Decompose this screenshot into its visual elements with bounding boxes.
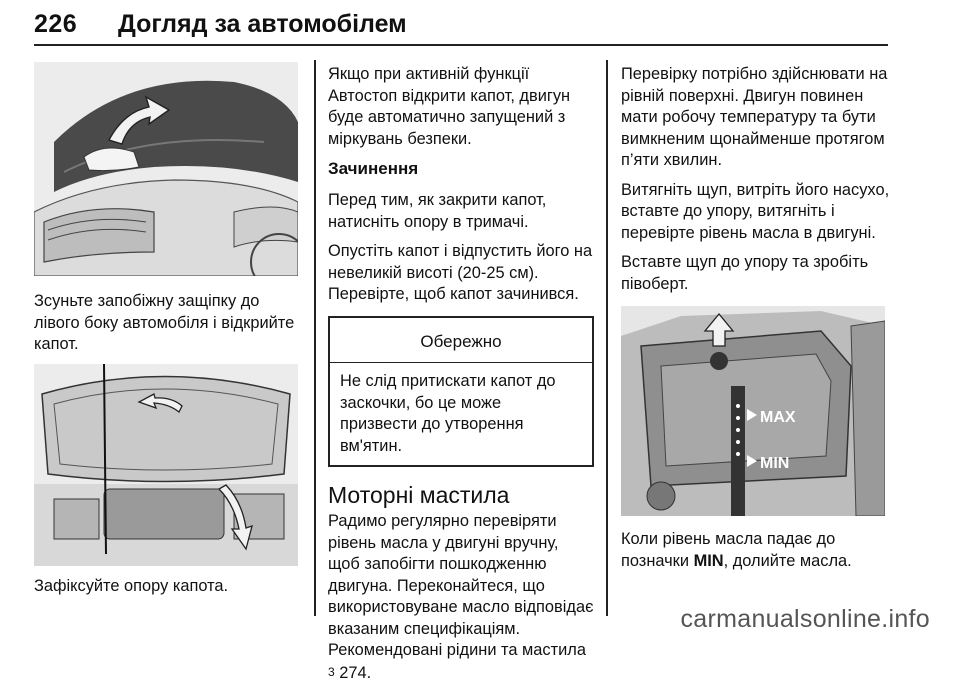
- header-rule: [34, 44, 888, 46]
- column-divider-2: [606, 60, 608, 616]
- dipstick-min-label: MIN: [760, 455, 790, 472]
- reference-arrow-icon: 3: [328, 664, 335, 679]
- min-text-before: Коли рівень масла падає до позначки: [621, 530, 836, 570]
- caution-box: [328, 316, 594, 468]
- caption-open-hood: Зсуньте запобіжну защіпку до лівого боку автомобіля і відкрийте капот.: [34, 292, 295, 353]
- min-text-after: , долийте масла.: [723, 551, 852, 570]
- page-number: 226: [34, 10, 78, 38]
- min-level-paragraph: [621, 529, 885, 572]
- dipstick-step-1: Витягніть щуп, витріть його насухо, вставте до упору, витягніть і перевірте рівень масла в двигуні.: [621, 180, 890, 242]
- figure-dipstick: [621, 306, 885, 516]
- dipstick-step-2: Вставте щуп до упору та зробіть півоберт.: [621, 253, 869, 293]
- column-divider-1: [314, 60, 316, 616]
- page-header: [34, 6, 888, 46]
- check-conditions-paragraph: Перевірку потрібно здійснювати на рівній поверхні. Двигун повинен мати робочу температуру та бути вимкненим щонайменше протягом п’яти хвилин.: [621, 65, 888, 169]
- column-2: [328, 64, 594, 692]
- caution-title: Обережно: [330, 318, 592, 364]
- dipstick-max-label: MAX: [760, 409, 796, 426]
- min-bold-label: MIN: [693, 551, 724, 570]
- reference-page-link[interactable]: 274.: [339, 663, 372, 682]
- closing-step-1: Перед тим, як закрити капот, натисніть опору в тримачі.: [328, 191, 547, 231]
- figure-hood-support: [34, 364, 298, 566]
- caution-text: Не слід притискати капот до заскочки, бо це може призвести до утворення вм'ятин.: [340, 372, 556, 455]
- heading-closing: Зачинення: [328, 159, 419, 178]
- oil-text: Радимо регулярно перевіряти рівень масла у двигуні вручну, щоб запобігти пошкодженню двигуна. Переконайтеся, що використовуване масло відповідає вказаним специфікаціям. Рекомендовані рідини та мастила: [328, 512, 594, 659]
- caption-fix-support: Зафіксуйте опору капота.: [34, 577, 229, 595]
- autostop-paragraph: Якщо при активній функції Автостоп відкрити капот, двигун буде автоматично запущений з міркувань безпеки.: [328, 65, 571, 148]
- figure-hood-latch: [34, 62, 298, 276]
- heading-engine-oil: Моторні мастила: [328, 482, 510, 508]
- watermark: carmanualsonline.info: [680, 605, 930, 633]
- page-title: Догляд за автомобілем: [118, 10, 407, 38]
- closing-step-2: Опустіть капот і відпустить його на невеликій висоті (20-25 см). Перевірте, щоб капот зачинився.: [328, 242, 593, 303]
- oil-paragraph: [328, 511, 594, 684]
